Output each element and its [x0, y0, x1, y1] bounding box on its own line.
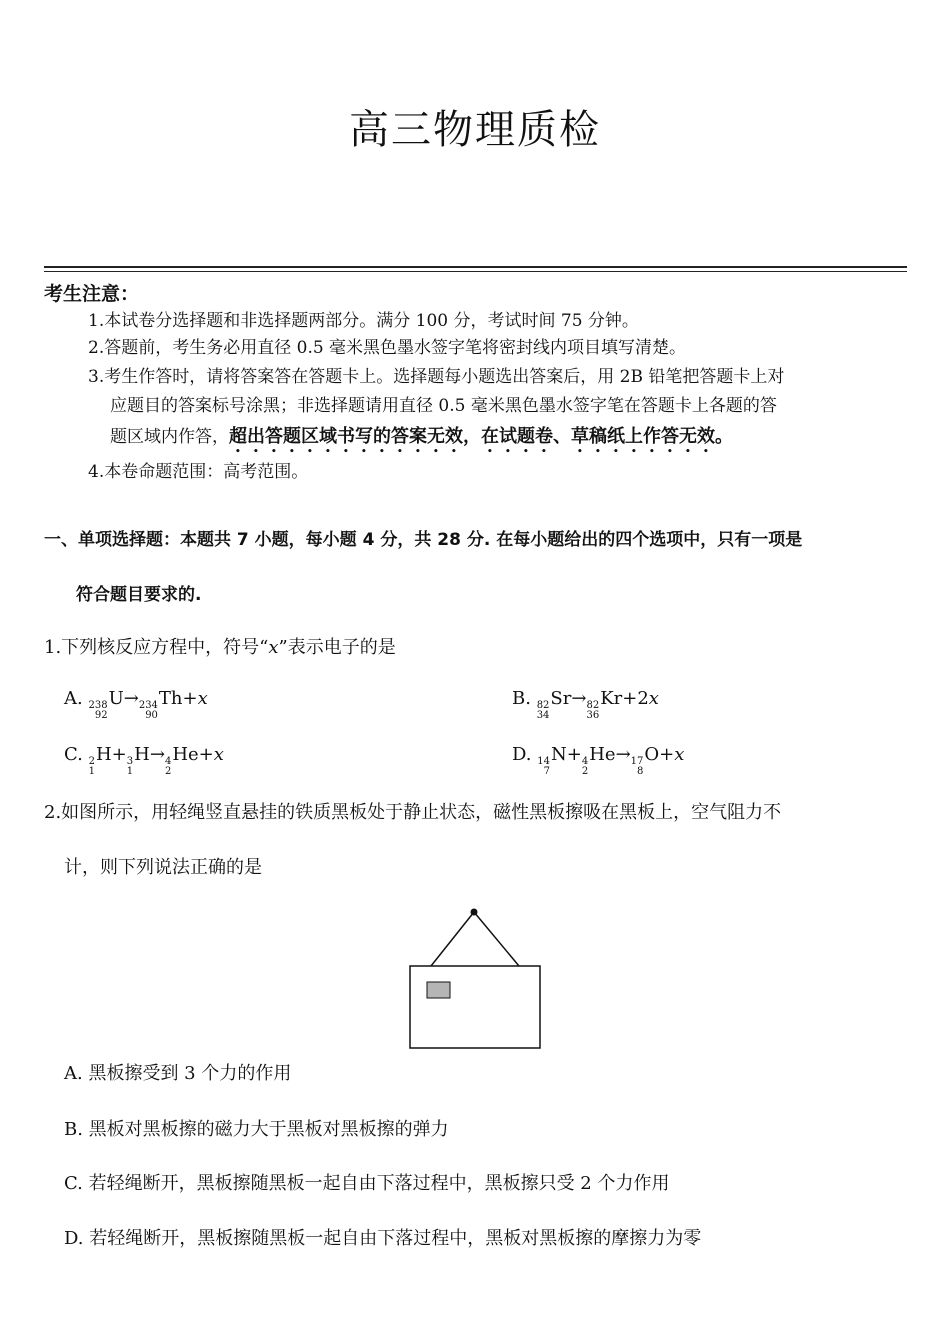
blackboard-figure — [400, 900, 550, 1055]
notice-heading: 考生注意： — [44, 283, 140, 305]
option-label: B. — [512, 688, 531, 709]
notice-item-3-line-2: 应题目的答案标号涂黑；非选择题请用直径 0.5 毫米黑色墨水签字笔在答题卡上各题的答 — [110, 396, 777, 416]
notice-item-3-emphasis: 超出答题区域书写的答案无效，在试题卷、草稿纸上作答无效。 — [229, 426, 733, 447]
eraser — [427, 982, 450, 998]
q1-option-c[interactable]: C. 2 1 H+ 3 1 H→ 4 2 He+x — [64, 744, 224, 777]
question-2-stem-line-1: 2.如图所示，用轻绳竖直悬挂的铁质黑板处于静止状态，磁性黑板擦吸在黑板上，空气阻力不 — [44, 802, 782, 823]
page-title: 高三物理质检 — [349, 107, 601, 153]
option-label: A. — [64, 688, 83, 709]
q2-option-c[interactable]: C. 若轻绳断开，黑板擦随黑板一起自由下落过程中，黑板擦只受 2 个力作用 — [64, 1173, 670, 1194]
notice-item-2: 2.答题前，考生务必用直径 0.5 毫米黑色墨水签字笔将密封线内项目填写清楚。 — [88, 338, 687, 358]
header-rule-thick — [44, 266, 907, 268]
notice-item-3-line-3 — [110, 425, 733, 457]
notice-item-3-line-1: 3.考生作答时，请将答案答在答题卡上。选择题每小题选出答案后，用 2B 铅笔把答题卡上对 — [88, 367, 785, 387]
header-rule-thin — [44, 271, 907, 272]
section-1-instructions-line-2: 符合题目要求的. — [76, 585, 202, 605]
notice-item-1: 1.本试卷分选择题和非选择题两部分。满分 100 分，考试时间 75 分钟。 — [88, 311, 639, 331]
section-1-instructions-line-1: 一、单项选择题：本题共 7 小题，每小题 4 分，共 28 分. 在每小题给出的四个选项中，只有一项是 — [44, 530, 803, 550]
q2-option-d[interactable]: D. 若轻绳断开，黑板擦随黑板一起自由下落过程中，黑板对黑板擦的摩擦力为零 — [64, 1228, 702, 1249]
notice-item-3-plain: 题区域内作答， — [110, 427, 229, 447]
q1-option-a[interactable]: A. 238 92 U→ 234 90 Th+x — [64, 688, 208, 721]
q2-option-b[interactable]: B. 黑板对黑板擦的磁力大于黑板对黑板擦的弹力 — [64, 1119, 449, 1140]
q1-option-d[interactable]: D. 14 7 N+ 4 2 He→ 17 8 O+x — [512, 744, 685, 777]
q2-option-a[interactable]: A. 黑板擦受到 3 个力的作用 — [64, 1063, 292, 1084]
question-1-stem — [44, 633, 396, 659]
option-label: D. — [512, 744, 532, 765]
rope-left — [431, 912, 474, 966]
notice-item-4: 4.本卷命题范围：高考范围。 — [88, 462, 309, 482]
hanging-nail — [471, 909, 478, 916]
q1-stem-variable: x — [268, 637, 279, 658]
q1-stem-text-a: 1.下列核反应方程中，符号“ — [44, 637, 269, 658]
q1-option-b[interactable]: B. 82 34 Sr→ 82 36 Kr+2x — [512, 688, 659, 721]
blackboard — [410, 966, 540, 1048]
rope-right — [474, 912, 519, 966]
question-2-stem-line-2: 计，则下列说法正确的是 — [64, 857, 262, 878]
q1-stem-text-b: ”表示电子的是 — [278, 637, 396, 658]
option-label: C. — [64, 744, 83, 765]
